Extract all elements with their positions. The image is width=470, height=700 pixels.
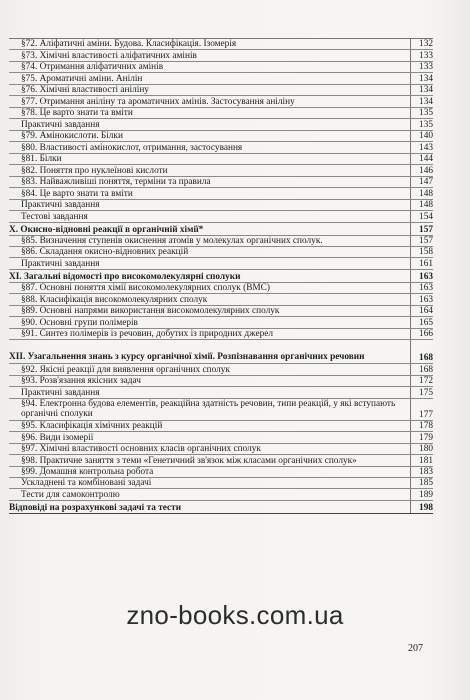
toc-entry-page: 157 [410,223,433,235]
toc-row [9,399,433,421]
toc-row [9,50,433,61]
toc-entry-title: §93. Розв'язання якісних задач [21,376,141,387]
toc-row [9,165,433,176]
toc-row [9,421,433,432]
toc-entry-title: §84. Це варто знати та вміти [21,188,133,199]
toc-entry-page: 135 [410,108,433,118]
toc-entry-title: Тести для самоконтролю [21,489,120,500]
toc-entry-title: §97. Хімічні властивості основних класів органічних сполук [21,444,261,455]
toc-row [9,73,433,84]
toc-row [9,96,433,107]
toc-entry-page: 143 [410,142,433,152]
toc-row [9,432,433,443]
toc-entry-title: §91. Синтез полімерів із речовин, добутих із природних джерел [21,329,274,340]
toc-row [9,258,433,269]
toc-entry-title: Ускладнені та комбіновані задачі [21,478,152,489]
toc-row [9,39,433,50]
toc-entry-title: X. Окисно-відновні реакції в органічній хімії* [9,224,204,235]
toc-entry-page: 157 [410,236,433,246]
toc-row [9,154,433,165]
toc-entry-title: §86. Складання окисно-відновних реакцій [21,247,189,258]
toc-entry-page: 133 [410,62,433,72]
toc-entry-page: 163 [410,270,433,282]
toc-entry-page: 158 [410,247,433,257]
toc-entry-page: 134 [410,96,433,106]
toc-entry-page: 161 [410,258,433,268]
toc-row [9,317,433,328]
toc-entry-page: 177 [410,399,433,420]
toc-entry-page: 181 [410,455,433,465]
toc-row [9,306,433,317]
toc-row [9,364,433,375]
toc-entry-page: 163 [410,283,433,293]
toc-row [9,489,433,500]
toc-entry-title: §88. Класифікація високомолекулярних сполук [21,294,208,305]
toc-entry-title: §87. Основні поняття хімії високомолекулярних сполук (ВМС) [21,283,270,294]
toc-entry-title: §78. Це варто знати та вміти [21,108,133,119]
toc-entry-page: 133 [410,50,433,60]
toc-entry-title: §89. Основні напрями використання високомолекулярних сполук [21,306,280,317]
toc-entry-page: 189 [410,489,433,499]
toc-row [9,247,433,258]
toc-row [9,467,433,478]
toc-entry-title: §74. Отримання аліфатичних амінів [21,62,164,73]
page-number: 207 [408,643,423,654]
toc-entry-title: Тестові завдання [21,211,88,222]
toc-entry-title: §81. Білки [21,154,62,165]
toc-entry-page: 163 [410,294,433,304]
toc-row [9,177,433,188]
toc-row [9,62,433,73]
toc-entry-page: 134 [410,85,433,95]
toc-row [9,376,433,387]
toc-row [9,211,433,222]
toc-row [9,444,433,455]
toc-entry-title: §79. Амінокислоти. Білки [21,131,123,142]
toc-entry-title: §80. Властивості амінокислот, отримання, застосування [21,142,243,153]
watermark-text: zno-books.com.ua [126,600,344,630]
toc-entry-title: §92. Якісні реакції для виявлення органічних сполук [21,364,230,375]
toc-row [9,501,433,514]
toc-entry-page: 147 [410,177,433,187]
toc-entry-page: 146 [410,165,433,175]
toc-row [9,188,433,199]
toc-entry-title: XII. Узагальнення знань з курсу органічної хімії. Розпізнавання органічних речовин [9,352,365,363]
toc-entry-page: 148 [410,200,433,210]
toc-entry-page: 179 [410,432,433,442]
toc-row [9,85,433,96]
toc-entry-title: §73. Хімічні властивості аліфатичних амінів [21,50,197,61]
toc-entry-page: 166 [410,329,433,339]
toc-entry-page: 135 [410,119,433,129]
toc-entry-title: Практичні завдання [21,119,100,130]
toc-entry-page: 144 [410,154,433,164]
toc-entry-page: 168 [410,340,433,363]
toc-entry-title: Практичні завдання [21,200,100,211]
toc-entry-page: 185 [410,478,433,488]
toc-entry-page: 175 [410,387,433,397]
toc-entry-title: §98. Практичне заняття з теми «Генетичний зв'язок між класами органічних сполук» [21,455,357,466]
toc-entry-title: XI. Загальні відомості про високомолекулярні сполуки [9,271,241,282]
toc-row [9,131,433,142]
toc-entry-title: §82. Поняття про нуклеїнові кислоти [21,165,168,176]
toc-entry-page: 154 [410,211,433,221]
toc-row [9,478,433,489]
toc-row [9,294,433,305]
toc-entry-title: §90. Основні групи полімерів [21,317,138,328]
toc-entry-page: 165 [410,317,433,327]
toc-row [9,270,433,283]
toc-entry-page: 164 [410,306,433,316]
table-of-contents [9,38,433,514]
toc-entry-title: §96. Види ізомерії [21,432,94,443]
toc-entry-page: 180 [410,444,433,454]
toc-entry-page: 140 [410,131,433,141]
toc-row [9,119,433,130]
toc-entry-title: Відповіді на розрахункові задачі та тести [9,502,182,513]
toc-entry-title: §85. Визначення ступенів окиснення атомів у молекулах органічних сполук. [21,235,323,246]
toc-row [9,223,433,236]
toc-row [9,387,433,398]
toc-row [9,283,433,294]
toc-row [9,236,433,247]
toc-entry-page: 178 [410,421,433,431]
toc-entry-page: 198 [410,501,433,513]
toc-entry-title: §72. Аліфатичні аміни. Будова. Класифікація. Ізомерія [21,39,237,50]
toc-entry-title: Практичні завдання [21,387,100,398]
toc-entry-title: §83. Найважливіші поняття, терміни та правила [21,177,211,188]
toc-row [9,142,433,153]
toc-entry-title: §75. Ароматичні аміни. Анілін [21,73,143,84]
toc-entry-title: §95. Класифікація хімічних реакцій [21,421,163,432]
toc-entry-page: 172 [410,376,433,386]
toc-entry-title: §99. Домашня контрольна робота [21,467,154,477]
toc-entry-page: 148 [410,188,433,198]
toc-entry-title: §77. Отримання аніліну та ароматичних амінів. Застосування аніліну [21,96,295,107]
toc-row [9,108,433,119]
toc-entry-page: 168 [410,364,433,374]
toc-entry-page: 132 [410,39,433,49]
toc-row [9,329,433,340]
toc-row [9,455,433,466]
toc-entry-title: Практичні завдання [21,258,100,269]
toc-row [9,200,433,211]
toc-row [9,340,433,364]
toc-entry-page: 183 [410,467,433,477]
toc-entry-page: 134 [410,73,433,83]
toc-entry-title: §76. Хімічні властивості аніліну [21,85,149,96]
toc-entry-title: §94. Електронна будова елементів, реакційна здатність речовин, типи реакцій, у які вступають органічні сполуки [21,398,396,420]
